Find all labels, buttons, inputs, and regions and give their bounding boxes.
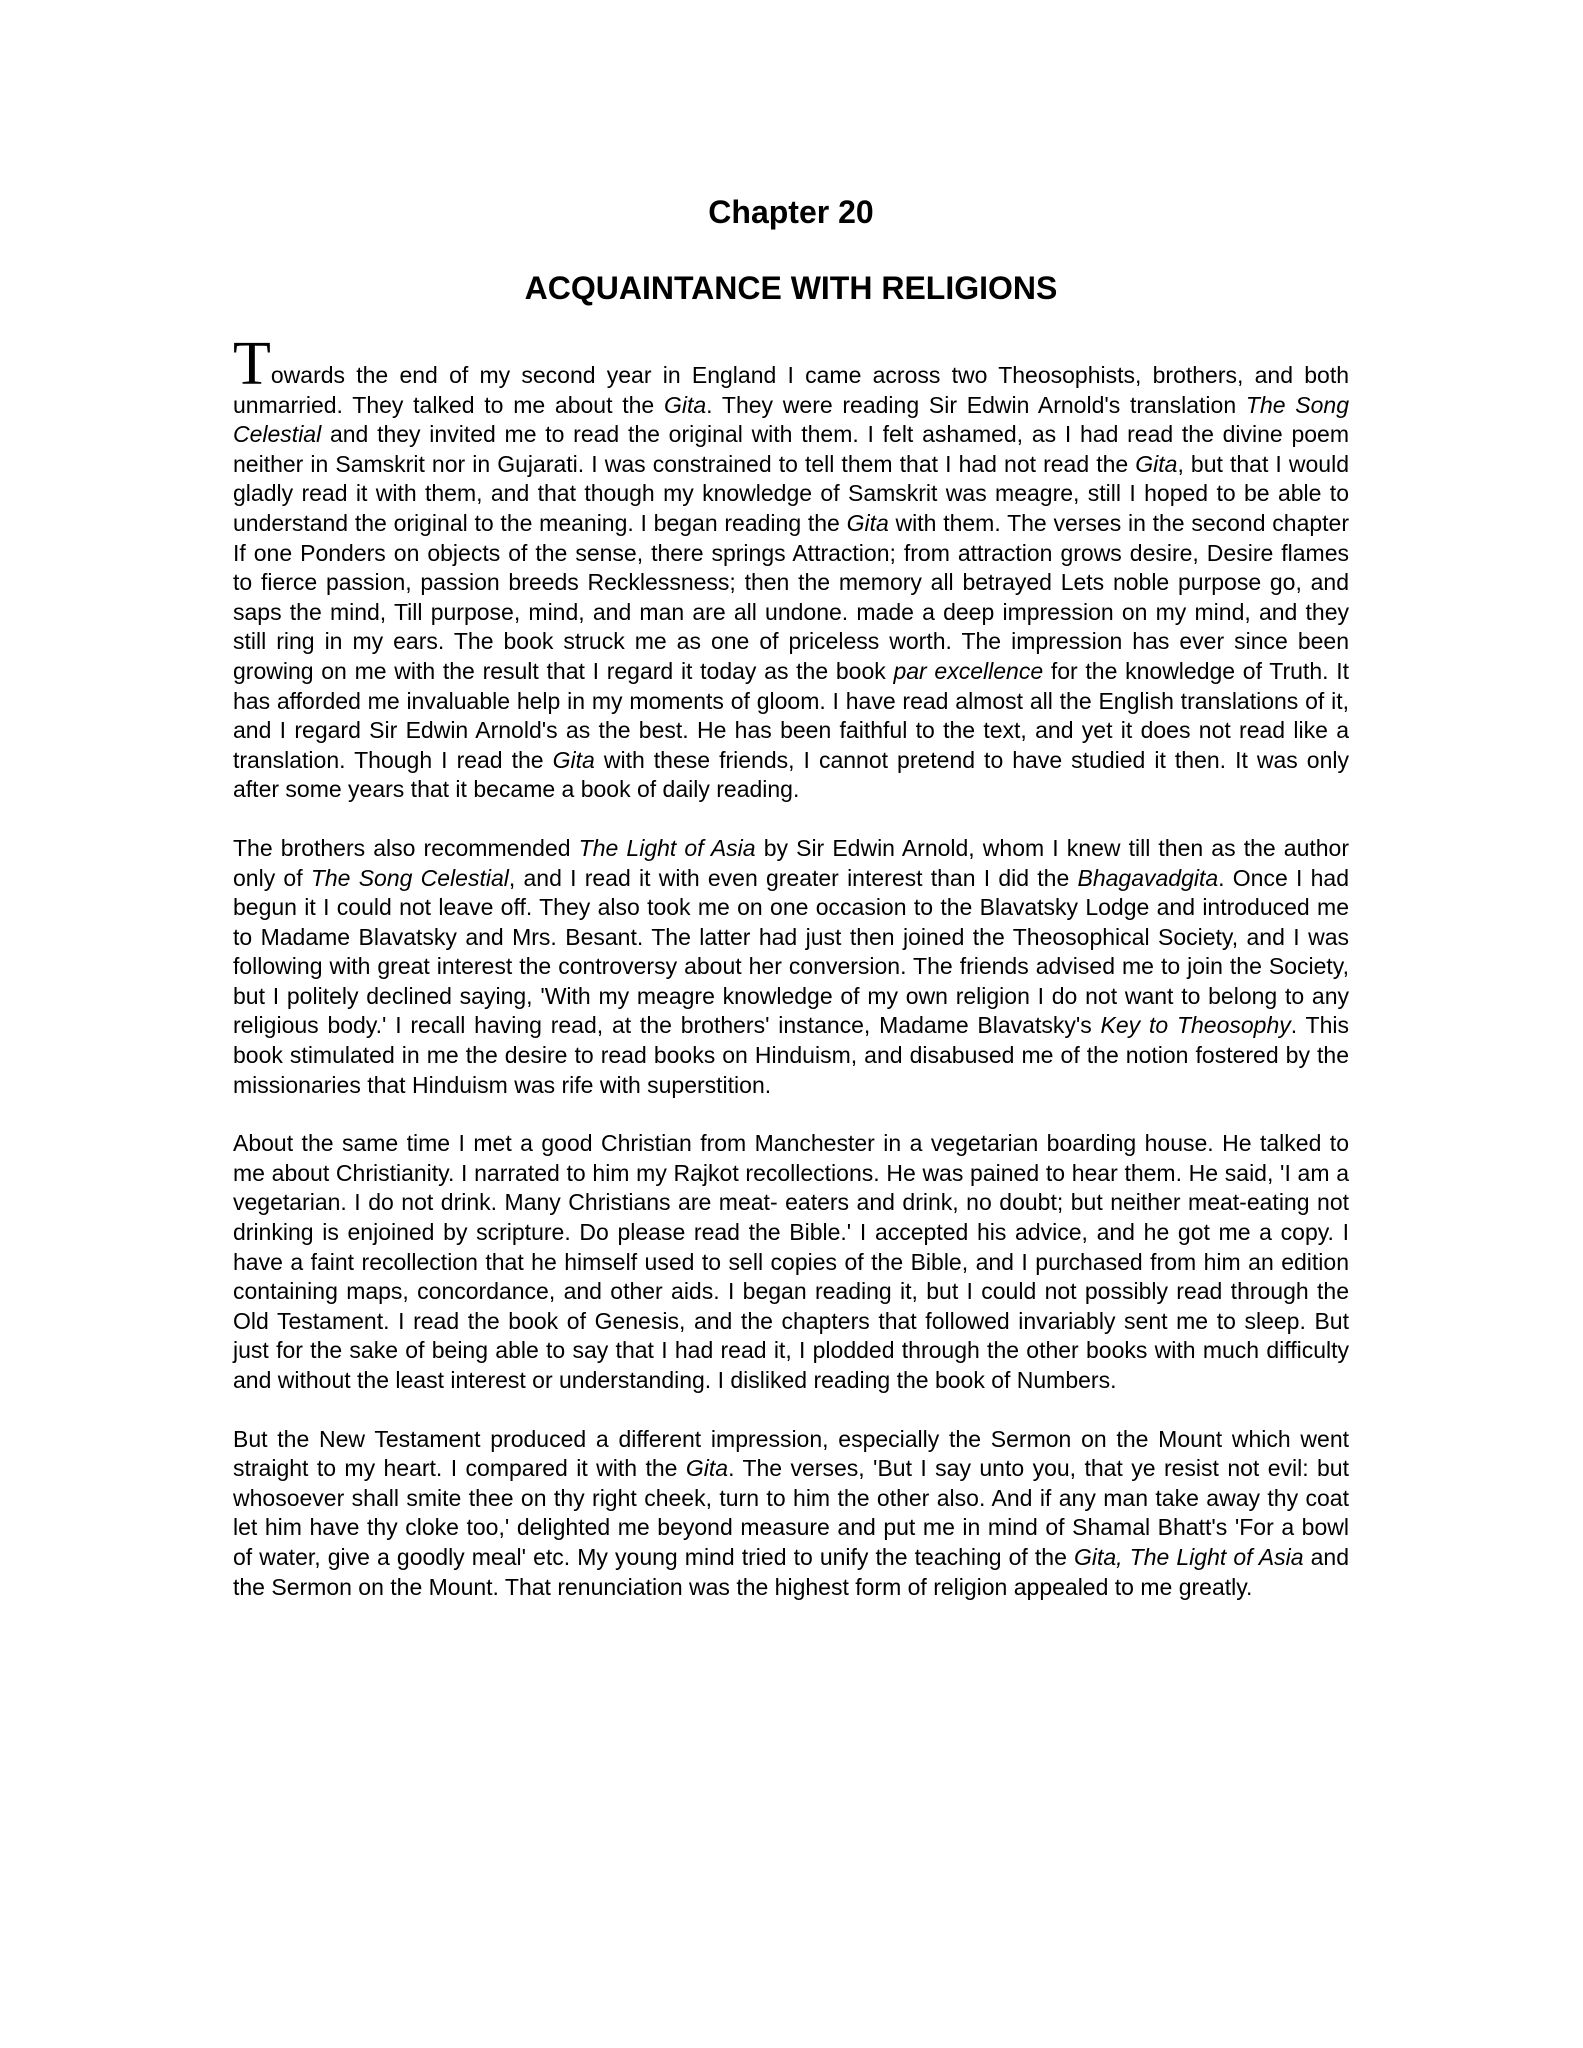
text-segment: , and I read it with even greater interest than I did the	[508, 864, 1078, 891]
paragraph-1	[233, 330, 1350, 805]
italic-text-segment: The Light of Asia	[578, 834, 756, 861]
text-segment: About the same time I met a good Christian from Manchester in a vegetarian boarding house. He talked to me about Christianity. I narrated to him my Rajkot recollections. He was pained to hear them. He said, 'I am a vegetarian. I do not drink. Many Christians are meat- eaters and drink, no doubt; but neither meat-eating not drinking is enjoined by scripture. Do please read the Bible.' I accepted his advice, and he got me a copy. I have a faint recollection that he himself used to sell copies of the Bible, and I purchased from him an edition containing maps, concordance, and other aids. I began reading it, but I could not possibly read through the Old Testament. I read the book of Genesis, and the chapters that followed invariably sent me to sleep. But just for the sake of being able to say that I had read it, I plodded through the other books with much difficulty and without the least interest or understanding. I disliked reading the book of Numbers.	[233, 1130, 1349, 1393]
text-segment: The brothers also recommended	[233, 834, 579, 861]
italic-text-segment: Bhagavadgita	[1077, 864, 1219, 891]
chapter-number: Chapter 20	[708, 194, 874, 230]
italic-text-segment: Gita	[663, 391, 707, 418]
italic-text-segment: Gita	[685, 1455, 729, 1482]
paragraph-3	[233, 1129, 1349, 1395]
text-segment: and they invited me to read the original with them. I felt ashamed, as I had read the divine poem neither in Samskrit nor in Gujarati. I was constrained to tell them that I had not read the	[233, 421, 1349, 477]
paragraph-2	[233, 834, 1349, 1100]
italic-text-segment: Gita, The Light of Asia	[1074, 1543, 1304, 1570]
italic-text-segment: Key to Theosophy	[1100, 1012, 1291, 1039]
text-segment: . Once I had begun it I could not leave off. They also took me on one occasion to the Blavatsky Lodge and introduced me to Madame Blavatsky and Mrs. Besant. The latter had just then joined the Theosophical Society, and I was following with great interest the controversy about her conversion. The friends advised me to join the Society, but I politely declined saying, 'With my meagre knowledge of my own religion I do not want to belong to any religious body.' I recall having read, at the brothers' instance, Madame Blavatsky's	[233, 864, 1349, 1039]
italic-text-segment: Gita	[846, 509, 889, 536]
drop-cap: T	[233, 330, 271, 398]
text-segment: and the Sermon on the Mount. That renunciation was the highest form of religion appealed to me greatly.	[233, 1543, 1349, 1600]
text-segment: owards the end of my second year in England I came across two Theosophists, brothers, and both unmarried. They talked to me about the	[233, 362, 1349, 418]
text-segment: But the New Testament produced a different impression, especially the Sermon on the Mount which went straight to my heart. I compared it with the	[233, 1425, 1349, 1482]
text-segment: for the knowledge of Truth. It has afforded me invaluable help in my moments of gloom. I have read almost all the English translations of it, and I regard Sir Edwin Arnold's as the best. He has been faithful to the text, and yet it does not read like a translation. Though I read the	[233, 657, 1350, 773]
text-segment: . The verses, 'But I say unto you, that ye resist not evil: but whosoever shall smite thee on thy right cheek, turn to him the other also. And if any man take away thy coat let him have thy cloke too,' delighted me beyond measure and put me in mind of Shamal Bhatt's 'For a bowl of water, give a goodly meal' etc. My young mind tried to unify the teaching of the	[233, 1455, 1349, 1570]
italic-text-segment: par excellence	[893, 657, 1044, 684]
paragraph-4	[233, 1425, 1349, 1603]
italic-text-segment: Gita	[552, 746, 595, 773]
italic-text-segment: The Song Celestial	[310, 864, 509, 891]
document-page	[233, 180, 1349, 1631]
chapter-body	[233, 330, 1350, 1602]
italic-text-segment: Gita	[1135, 450, 1178, 477]
text-segment: . This book stimulated in me the desire to read books on Hinduism, and disabused me of the notion fostered by the missionaries that Hinduism was rife with superstition.	[233, 1012, 1349, 1098]
text-segment: , but that I would gladly read it with them, and that though my knowledge of Samskrit was meagre, still I hoped to be able to understand the original to the meaning. I began reading the	[233, 450, 1349, 536]
chapter-title: ACQUAINTANCE WITH RELIGIONS	[524, 270, 1058, 306]
italic-text-segment: The Song Celestial	[233, 391, 1349, 448]
text-segment: by Sir Edwin Arnold, whom I knew till then as the author only of	[233, 834, 1349, 891]
text-segment: with them. The verses in the second chapter If one Ponders on objects of the sense, there springs Attraction; from attraction grows desire, Desire flames to fierce passion, passion breeds Recklessness; then the memory all betrayed Lets noble purpose go, and saps the mind, Till purpose, mind, and man are all undone. made a deep impression on my mind, and they still ring in my ears. The book struck me as one of priceless worth. The impression has ever since been growing on me with the result that I regard it today as the book	[233, 509, 1349, 684]
text-segment: with these friends, I cannot pretend to have studied it then. It was only after some years that it became a book of daily reading.	[233, 746, 1349, 803]
text-segment: . They were reading Sir Edwin Arnold's translation	[706, 391, 1246, 418]
